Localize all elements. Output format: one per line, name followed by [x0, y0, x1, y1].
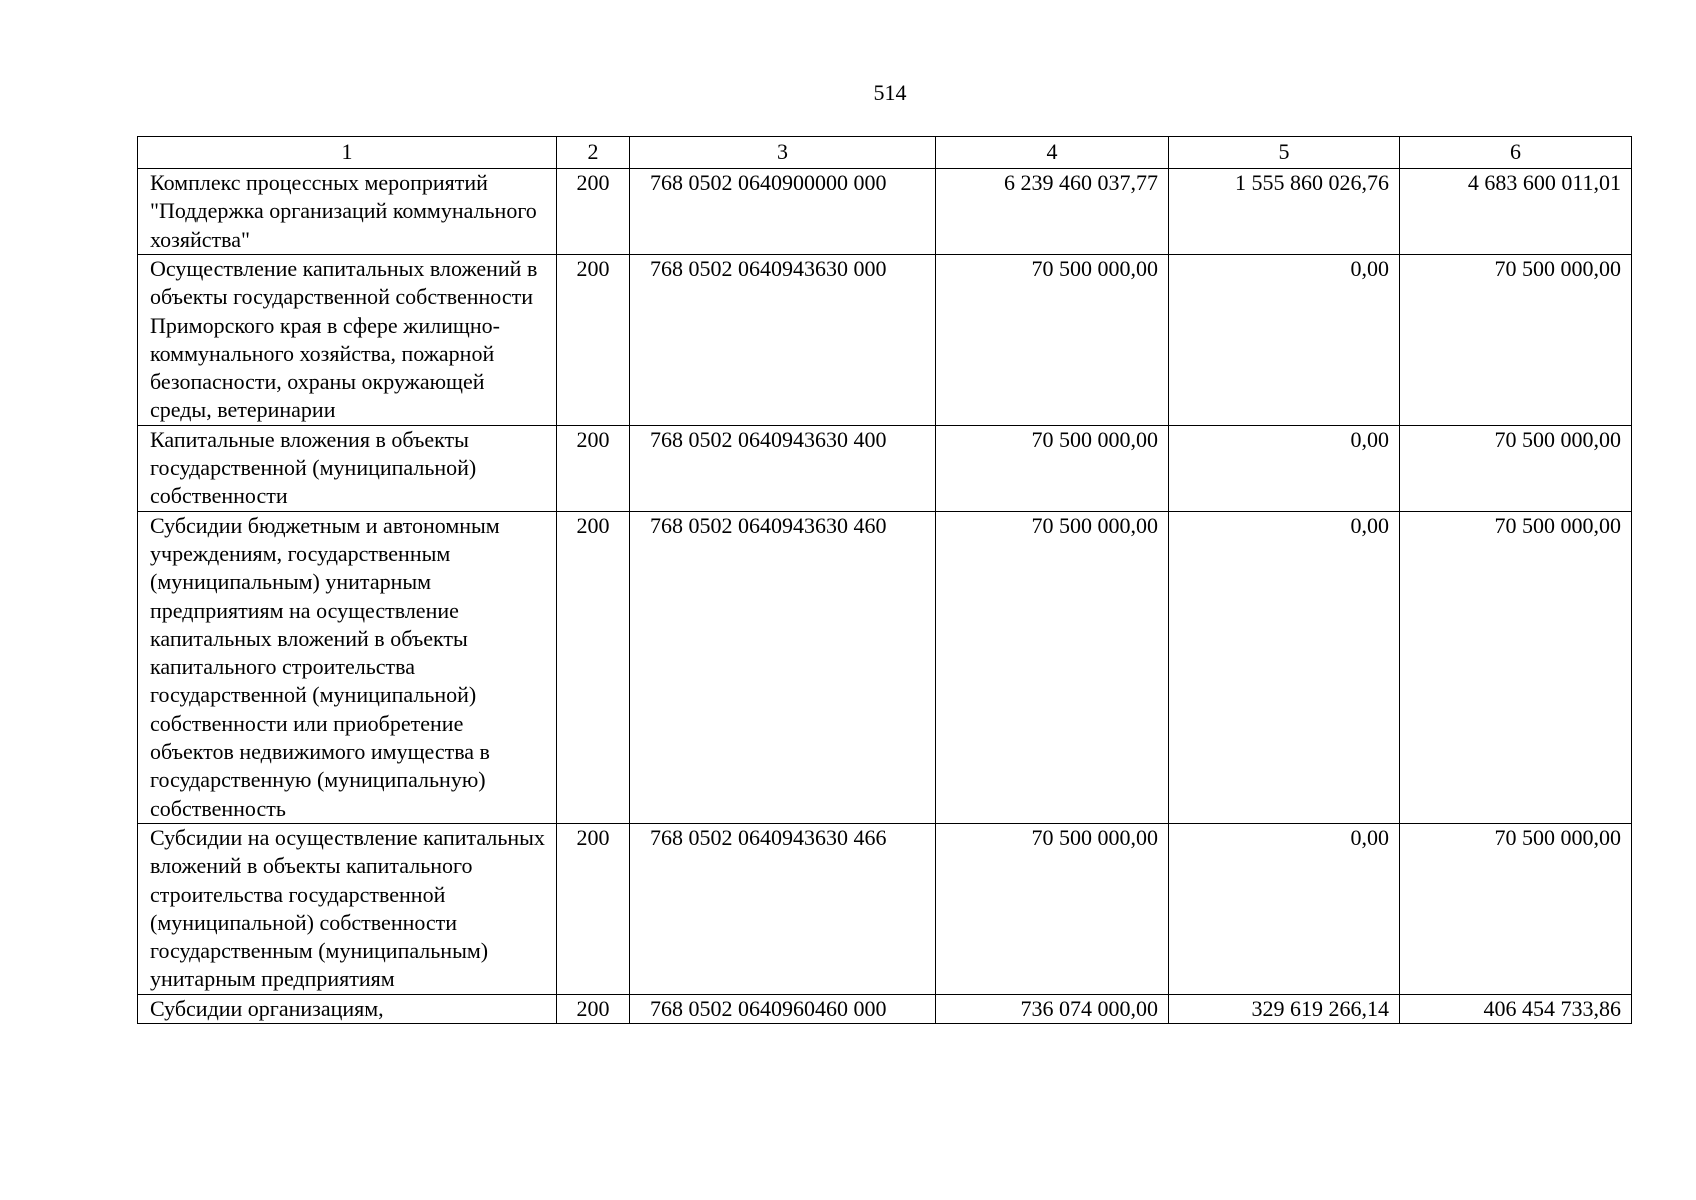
row-kbk-cell: 768 0502 0640900000 000 [630, 169, 936, 255]
row-executed-cell: 329 619 266,14 [1169, 994, 1400, 1023]
row-code-cell: 200 [557, 823, 630, 994]
budget-execution-table [137, 136, 1632, 1024]
row-code-cell: 200 [557, 994, 630, 1023]
row-approved-cell: 70 500 000,00 [936, 823, 1169, 994]
row-kbk-cell: 768 0502 0640960460 000 [630, 994, 936, 1023]
row-kbk-cell: 768 0502 0640943630 466 [630, 823, 936, 994]
row-approved-cell: 6 239 460 037,77 [936, 169, 1169, 255]
row-name-cell: Субсидии на осуществление капитальных вложений в объекты капитального строительства государственной (муниципальной) собственности государственным (муниципальным) унитарным предприятиям [138, 823, 557, 994]
row-approved-cell: 70 500 000,00 [936, 255, 1169, 426]
row-executed-cell: 1 555 860 026,76 [1169, 169, 1400, 255]
row-kbk-cell: 768 0502 0640943630 400 [630, 425, 936, 511]
row-unexecuted-cell: 70 500 000,00 [1400, 255, 1632, 426]
row-approved-cell: 70 500 000,00 [936, 425, 1169, 511]
row-code-cell: 200 [557, 511, 630, 823]
row-name-cell: Комплекс процессных мероприятий "Поддержка организаций коммунального хозяйства" [138, 169, 557, 255]
row-name-cell: Субсидии организациям, [138, 994, 557, 1023]
row-approved-cell: 736 074 000,00 [936, 994, 1169, 1023]
table-row [138, 425, 1632, 511]
row-code-cell: 200 [557, 425, 630, 511]
row-kbk-cell: 768 0502 0640943630 460 [630, 511, 936, 823]
row-unexecuted-cell: 70 500 000,00 [1400, 823, 1632, 994]
table-row [138, 994, 1632, 1023]
row-code-cell: 200 [557, 169, 630, 255]
column-header-6: 6 [1400, 137, 1632, 169]
row-unexecuted-cell: 70 500 000,00 [1400, 425, 1632, 511]
row-executed-cell: 0,00 [1169, 511, 1400, 823]
row-executed-cell: 0,00 [1169, 255, 1400, 426]
table-row [138, 823, 1632, 994]
table-row [138, 169, 1632, 255]
row-kbk-cell: 768 0502 0640943630 000 [630, 255, 936, 426]
row-name-cell: Осуществление капитальных вложений в объекты государственной собственности Приморского края в сфере жилищно-коммунального хозяйства, пожарной безопасности, охраны окружающей среды, ветеринарии [138, 255, 557, 426]
table-header-row [138, 137, 1632, 169]
column-header-5: 5 [1169, 137, 1400, 169]
table-row [138, 255, 1632, 426]
page-number: 514 [873, 80, 907, 105]
row-unexecuted-cell: 4 683 600 011,01 [1400, 169, 1632, 255]
column-header-1: 1 [138, 137, 557, 169]
row-unexecuted-cell: 406 454 733,86 [1400, 994, 1632, 1023]
table-row [138, 511, 1632, 823]
row-executed-cell: 0,00 [1169, 823, 1400, 994]
column-header-3: 3 [630, 137, 936, 169]
row-name-cell: Субсидии бюджетным и автономным учреждениям, государственным (муниципальным) унитарным предприятиям на осуществление капитальных вложений в объекты капитального строительства государственной (муниципальной) собственности или приобретение объектов недвижимого имущества в государственную (муниципальную) собственность [138, 511, 557, 823]
row-code-cell: 200 [557, 255, 630, 426]
column-header-4: 4 [936, 137, 1169, 169]
row-approved-cell: 70 500 000,00 [936, 511, 1169, 823]
row-executed-cell: 0,00 [1169, 425, 1400, 511]
row-name-cell: Капитальные вложения в объекты государственной (муниципальной) собственности [138, 425, 557, 511]
column-header-2: 2 [557, 137, 630, 169]
row-unexecuted-cell: 70 500 000,00 [1400, 511, 1632, 823]
